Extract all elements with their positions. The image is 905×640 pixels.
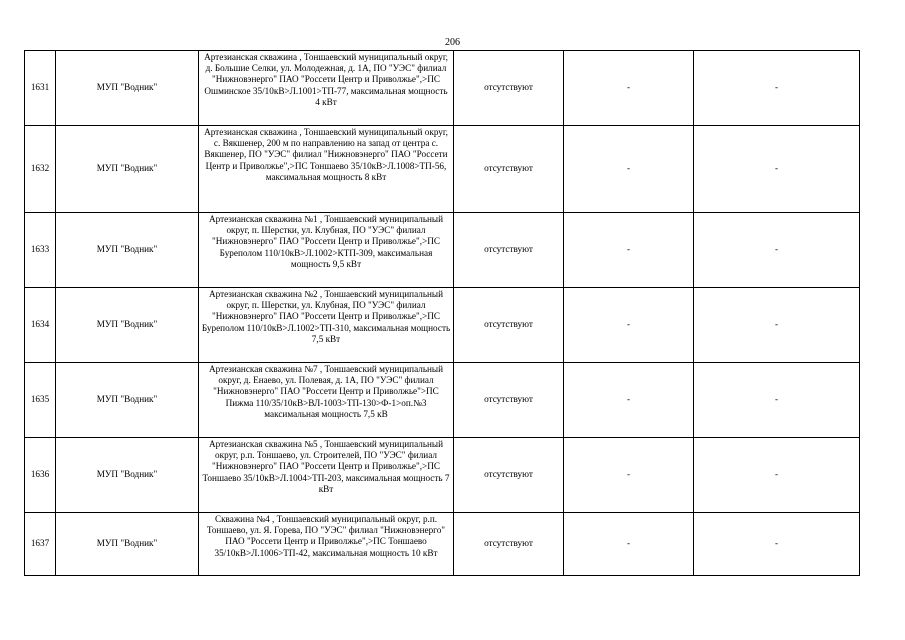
description-cell: Артезианская скважина №2 , Тоншаевский муниципальный округ, п. Шерстки, ул. Клубная, ПО "УЭС" филиал "Нижновэнерго" ПАО "Россети Центр и Приволжье",>ПС Буреполом 110/10кВ>Л.1002>ТП-310, максимальная мощность 7,5 кВт — [199, 288, 454, 363]
description-cell: Артезианская скважина №7 , Тоншаевский муниципальный округ, д. Енаево, ул. Полевая, д. 1А, ПО "УЭС" филиал "Нижновэнерго" ПАО "Россети Центр и Приволжье">ПС Пижма 110/35/10кВ>ВЛ-1003>ТП-130>Ф-1>оп.№3 максимальная мощность 7,5 кВ — [199, 363, 454, 438]
table-row — [25, 438, 860, 513]
organization-cell: МУП "Водник" — [56, 363, 199, 438]
column-5-cell: - — [564, 51, 694, 126]
table-row — [25, 288, 860, 363]
column-5-cell: - — [564, 288, 694, 363]
organization-cell: МУП "Водник" — [56, 213, 199, 288]
column-6-cell: - — [694, 213, 860, 288]
status-cell: отсутствуют — [454, 438, 564, 513]
description-cell: Скважина №4 , Тоншаевский муниципальный округ, р.п. Тоншаево, ул. Я. Горева, ПО "УЭС" филиал "Нижновэнерго" ПАО "Россети Центр и Приволжье",>ПС Тоншаево 35/10кВ>Л.1006>ТП-42, максимальная мощность 10 кВт — [199, 513, 454, 576]
column-5-cell: - — [564, 213, 694, 288]
status-cell: отсутствуют — [454, 51, 564, 126]
status-cell: отсутствуют — [454, 213, 564, 288]
organization-cell: МУП "Водник" — [56, 438, 199, 513]
column-6-cell: - — [694, 288, 860, 363]
column-5-cell: - — [564, 513, 694, 576]
column-6-cell: - — [694, 363, 860, 438]
table-row — [25, 363, 860, 438]
status-cell: отсутствуют — [454, 288, 564, 363]
description-cell: Артезианская скважина №1 , Тоншаевский муниципальный округ, п. Шерстки, ул. Клубная, ПО "УЭС" филиал "Нижновэнерго" ПАО "Россети Центр и Приволжье",>ПС Буреполом 110/10кВ>Л.1002>КТП-309, максимальная мощность 9,5 кВт — [199, 213, 454, 288]
page-number: 206 — [445, 37, 460, 48]
description-cell: Артезианская скважина , Тоншаевский муниципальный округ, д. Большие Селки, ул. Молодежная, д. 1А, ПО "УЭС" филиал "Нижновэнерго" ПАО "Россети Центр и Приволжье",>ПС Ошминское 35/10кВ>Л.1001>ТП-77, максимальная мощность 4 кВт — [199, 51, 454, 126]
data-table — [24, 50, 860, 576]
table-row — [25, 126, 860, 213]
column-6-cell: - — [694, 126, 860, 213]
organization-cell: МУП "Водник" — [56, 51, 199, 126]
column-6-cell: - — [694, 438, 860, 513]
column-6-cell: - — [694, 51, 860, 126]
row-number: 1637 — [25, 513, 56, 576]
row-number: 1635 — [25, 363, 56, 438]
organization-cell: МУП "Водник" — [56, 288, 199, 363]
column-5-cell: - — [564, 438, 694, 513]
status-cell: отсутствуют — [454, 126, 564, 213]
row-number: 1631 — [25, 51, 56, 126]
status-cell: отсутствуют — [454, 363, 564, 438]
column-6-cell: - — [694, 513, 860, 576]
organization-cell: МУП "Водник" — [56, 513, 199, 576]
row-number: 1636 — [25, 438, 56, 513]
description-cell: Артезианская скважина , Тоншаевский муниципальный округ, с. Вякшенер, 200 м по направлению на запад от центра с. Вякшенер, ПО "УЭС" филиал "Нижновэнерго" ПАО "Россети Центр и Приволжье",>ПС Тоншаево 35/10кВ>Л.1008>ТП-56, максимальная мощность 8 кВт — [199, 126, 454, 213]
organization-cell: МУП "Водник" — [56, 126, 199, 213]
table-row — [25, 213, 860, 288]
status-cell: отсутствуют — [454, 513, 564, 576]
row-number: 1632 — [25, 126, 56, 213]
row-number: 1634 — [25, 288, 56, 363]
column-5-cell: - — [564, 126, 694, 213]
table-row — [25, 513, 860, 576]
column-5-cell: - — [564, 363, 694, 438]
description-cell: Артезианская скважина №5 , Тоншаевский муниципальный округ, р.п. Тоншаево, ул. Строителей, ПО "УЭС" филиал "Нижновэнерго" ПАО "Россети Центр и Приволжье",>ПС Тоншаево 35/10кВ>Л.1004>ТП-203, максимальная мощность 7 кВт — [199, 438, 454, 513]
row-number: 1633 — [25, 213, 56, 288]
table-row — [25, 51, 860, 126]
